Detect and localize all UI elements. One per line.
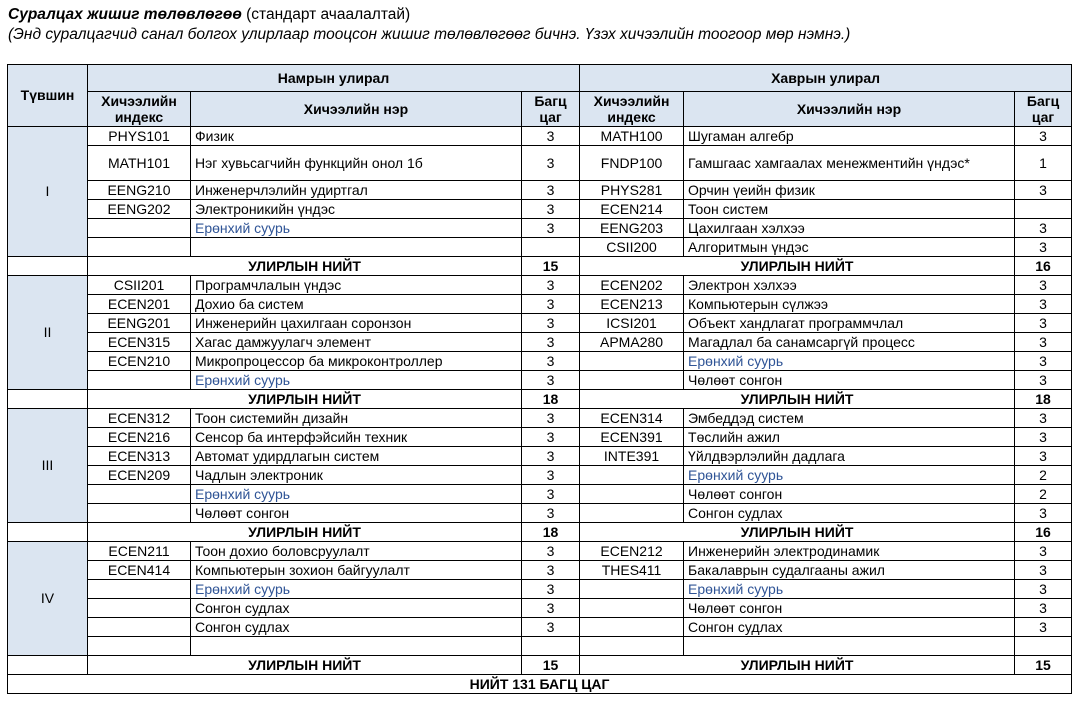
fall-credits: 3 bbox=[522, 146, 580, 181]
spring-course-name: Ерөнхий суурь bbox=[684, 466, 1015, 485]
spring-credits: 3 bbox=[1015, 219, 1072, 238]
spring-course-name: Инженерийн электродинамик bbox=[684, 542, 1015, 561]
fall-total-label: УЛИРЛЫН НИЙТ bbox=[88, 257, 522, 276]
table-row bbox=[8, 146, 1072, 181]
level-total-blank bbox=[8, 390, 88, 409]
page-title bbox=[8, 5, 410, 24]
spring-course-index bbox=[580, 352, 684, 371]
spring-course-index bbox=[580, 580, 684, 599]
spring-course-index: ECEN212 bbox=[580, 542, 684, 561]
spring-credits: 2 bbox=[1015, 485, 1072, 504]
fall-course-name: Компьютерын зохион байгуулалт bbox=[191, 561, 522, 580]
page-subtitle: (Энд суралцагчид санал болгох улирлаар тооцсон жишиг төлөвлөгөөг бичнэ. Үзэх хичээлийн тоогоор мөр нэмнэ.) bbox=[8, 26, 851, 43]
semester-total-row bbox=[8, 390, 1072, 409]
header-fall: Намрын улирал bbox=[88, 65, 580, 92]
spring-course-index: ECEN214 bbox=[580, 200, 684, 219]
spring-credits bbox=[1015, 200, 1072, 219]
spring-course-name: Сонгон судлах bbox=[684, 504, 1015, 523]
fall-credits: 3 bbox=[522, 333, 580, 352]
plan-body bbox=[8, 127, 1072, 675]
spring-credits: 3 bbox=[1015, 580, 1072, 599]
fall-credits: 3 bbox=[522, 219, 580, 238]
fall-credits: 3 bbox=[522, 542, 580, 561]
spring-credits: 3 bbox=[1015, 371, 1072, 390]
header-spring-credits: Багц цаг bbox=[1015, 92, 1072, 127]
fall-credits bbox=[522, 238, 580, 257]
spring-total-label: УЛИРЛЫН НИЙТ bbox=[580, 390, 1015, 409]
table-row bbox=[8, 181, 1072, 200]
fall-course-index: ECEN209 bbox=[88, 466, 191, 485]
fall-course-index bbox=[88, 504, 191, 523]
spring-course-name: Алгоритмын үндэс bbox=[684, 238, 1015, 257]
level-total-blank bbox=[8, 257, 88, 276]
fall-course-name bbox=[191, 238, 522, 257]
table-row bbox=[8, 127, 1072, 146]
header-spring-name: Хичээлийн нэр bbox=[684, 92, 1015, 127]
semester-total-row bbox=[8, 523, 1072, 542]
fall-credits: 3 bbox=[522, 200, 580, 219]
spring-credits: 2 bbox=[1015, 466, 1072, 485]
fall-credits: 3 bbox=[522, 466, 580, 485]
spring-credits: 3 bbox=[1015, 409, 1072, 428]
spring-credits: 3 bbox=[1015, 618, 1072, 637]
header-level: Түвшин bbox=[8, 65, 88, 127]
fall-course-name: Ерөнхий суурь bbox=[191, 485, 522, 504]
spring-course-index: MATH100 bbox=[580, 127, 684, 146]
spring-course-index: ECEN213 bbox=[580, 295, 684, 314]
fall-total-value: 15 bbox=[522, 257, 580, 276]
fall-credits: 3 bbox=[522, 485, 580, 504]
spring-course-name: Чөлөөт сонгон bbox=[684, 485, 1015, 504]
fall-credits: 3 bbox=[522, 447, 580, 466]
fall-total-value: 18 bbox=[522, 523, 580, 542]
fall-course-index bbox=[88, 219, 191, 238]
fall-course-name bbox=[191, 637, 522, 656]
spring-course-index bbox=[580, 637, 684, 656]
spring-credits: 3 bbox=[1015, 127, 1072, 146]
header-fall-credits: Багц цаг bbox=[522, 92, 580, 127]
spring-course-name: Тоон систем bbox=[684, 200, 1015, 219]
header-fall-name: Хичээлийн нэр bbox=[191, 92, 522, 127]
table-row bbox=[8, 599, 1072, 618]
spring-course-name: Ерөнхий суурь bbox=[684, 352, 1015, 371]
fall-credits: 3 bbox=[522, 276, 580, 295]
fall-course-index: ECEN210 bbox=[88, 352, 191, 371]
fall-course-index bbox=[88, 580, 191, 599]
spring-course-index: THES411 bbox=[580, 561, 684, 580]
fall-total-label: УЛИРЛЫН НИЙТ bbox=[88, 390, 522, 409]
spring-course-name: Ерөнхий суурь bbox=[684, 580, 1015, 599]
fall-course-index: ECEN313 bbox=[88, 447, 191, 466]
spring-course-index: ICSI201 bbox=[580, 314, 684, 333]
spring-course-index bbox=[580, 504, 684, 523]
fall-credits bbox=[522, 637, 580, 656]
spring-course-index bbox=[580, 599, 684, 618]
fall-course-name: Сонгон судлах bbox=[191, 599, 522, 618]
table-row bbox=[8, 542, 1072, 561]
spring-course-name: Магадлал ба санамсаргүй процесс bbox=[684, 333, 1015, 352]
table-row bbox=[8, 276, 1072, 295]
spring-course-index bbox=[580, 485, 684, 504]
spring-course-index: EENG203 bbox=[580, 219, 684, 238]
table-row bbox=[8, 504, 1072, 523]
fall-total-value: 15 bbox=[522, 656, 580, 675]
fall-course-index: PHYS101 bbox=[88, 127, 191, 146]
spring-credits: 3 bbox=[1015, 542, 1072, 561]
spring-credits bbox=[1015, 637, 1072, 656]
table-row bbox=[8, 219, 1072, 238]
spring-course-name: Сонгон судлах bbox=[684, 618, 1015, 637]
fall-course-name: Сенсор ба интерфэйсийн техник bbox=[191, 428, 522, 447]
level-total-blank bbox=[8, 523, 88, 542]
fall-course-name: Чөлөөт сонгон bbox=[191, 504, 522, 523]
fall-course-name: Физик bbox=[191, 127, 522, 146]
spring-credits: 3 bbox=[1015, 504, 1072, 523]
header-spring: Хаврын улирал bbox=[580, 65, 1072, 92]
table-row bbox=[8, 618, 1072, 637]
fall-course-index: ECEN201 bbox=[88, 295, 191, 314]
table-row bbox=[8, 295, 1072, 314]
spring-course-name: Орчин үеийн физик bbox=[684, 181, 1015, 200]
fall-course-index: ECEN216 bbox=[88, 428, 191, 447]
spring-credits: 3 bbox=[1015, 276, 1072, 295]
fall-course-name: Дохио ба систем bbox=[191, 295, 522, 314]
spring-total-label: УЛИРЛЫН НИЙТ bbox=[580, 656, 1015, 675]
spring-course-index: PHYS281 bbox=[580, 181, 684, 200]
grand-total: НИЙТ 131 БАГЦ ЦАГ bbox=[8, 675, 1072, 694]
fall-credits: 3 bbox=[522, 504, 580, 523]
fall-course-index: EENG210 bbox=[88, 181, 191, 200]
spring-credits: 1 bbox=[1015, 146, 1072, 181]
spring-credits: 3 bbox=[1015, 561, 1072, 580]
fall-course-index bbox=[88, 238, 191, 257]
level-cell: IV bbox=[8, 542, 88, 656]
table-row bbox=[8, 447, 1072, 466]
spring-course-name: Төслийн ажил bbox=[684, 428, 1015, 447]
fall-course-index: CSII201 bbox=[88, 276, 191, 295]
spring-total-label: УЛИРЛЫН НИЙТ bbox=[580, 257, 1015, 276]
fall-course-index: ECEN312 bbox=[88, 409, 191, 428]
fall-course-name: Чадлын электроник bbox=[191, 466, 522, 485]
fall-course-index: MATH101 bbox=[88, 146, 191, 181]
fall-credits: 3 bbox=[522, 561, 580, 580]
fall-credits: 3 bbox=[522, 428, 580, 447]
fall-course-name: Ерөнхий суурь bbox=[191, 371, 522, 390]
header-spring-index: Хичээлийн индекс bbox=[580, 92, 684, 127]
fall-credits: 3 bbox=[522, 599, 580, 618]
fall-total-label: УЛИРЛЫН НИЙТ bbox=[88, 656, 522, 675]
spring-course-name: Үйлдвэрлэлийн дадлага bbox=[684, 447, 1015, 466]
spring-total-value: 15 bbox=[1015, 656, 1072, 675]
table-row bbox=[8, 200, 1072, 219]
title-suffix: (стандарт ачаалалтай) bbox=[241, 6, 411, 23]
table-row bbox=[8, 428, 1072, 447]
spring-course-index bbox=[580, 466, 684, 485]
fall-credits: 3 bbox=[522, 618, 580, 637]
fall-course-name: Програмчлалын үндэс bbox=[191, 276, 522, 295]
fall-course-name: Ерөнхий суурь bbox=[191, 219, 522, 238]
level-total-blank bbox=[8, 656, 88, 675]
fall-course-name: Инженерчлэлийн удиртгал bbox=[191, 181, 522, 200]
fall-course-name: Электроникийн үндэс bbox=[191, 200, 522, 219]
spring-total-label: УЛИРЛЫН НИЙТ bbox=[580, 523, 1015, 542]
table-row bbox=[8, 314, 1072, 333]
spring-course-index bbox=[580, 618, 684, 637]
table-row bbox=[8, 561, 1072, 580]
table-row bbox=[8, 238, 1072, 257]
spring-credits: 3 bbox=[1015, 352, 1072, 371]
title-main: Суралцах жишиг төлөвлөгөө bbox=[8, 6, 242, 23]
spring-course-name: Бакалаврын судалгааны ажил bbox=[684, 561, 1015, 580]
table-row bbox=[8, 352, 1072, 371]
spring-course-name bbox=[684, 637, 1015, 656]
spring-course-name: Компьютерын сүлжээ bbox=[684, 295, 1015, 314]
semester-total-row bbox=[8, 656, 1072, 675]
fall-course-name: Тоон системийн дизайн bbox=[191, 409, 522, 428]
fall-course-index bbox=[88, 485, 191, 504]
fall-course-name: Хагас дамжуулагч элемент bbox=[191, 333, 522, 352]
spring-course-index: ECEN202 bbox=[580, 276, 684, 295]
table-row bbox=[8, 333, 1072, 352]
spring-course-index: INTE391 bbox=[580, 447, 684, 466]
table-row bbox=[8, 466, 1072, 485]
spring-course-name: Электрон хэлхээ bbox=[684, 276, 1015, 295]
spring-course-index: CSII200 bbox=[580, 238, 684, 257]
header-fall-index: Хичээлийн индекс bbox=[88, 92, 191, 127]
fall-course-index: EENG201 bbox=[88, 314, 191, 333]
fall-course-index: ECEN315 bbox=[88, 333, 191, 352]
spring-credits: 3 bbox=[1015, 181, 1072, 200]
spring-course-index bbox=[580, 371, 684, 390]
fall-course-index bbox=[88, 618, 191, 637]
spring-course-index: ECEN391 bbox=[580, 428, 684, 447]
fall-credits: 3 bbox=[522, 314, 580, 333]
spring-total-value: 16 bbox=[1015, 523, 1072, 542]
fall-credits: 3 bbox=[522, 295, 580, 314]
fall-course-index bbox=[88, 599, 191, 618]
spring-course-index: ECEN314 bbox=[580, 409, 684, 428]
spring-course-name: Цахилгаан хэлхээ bbox=[684, 219, 1015, 238]
spring-course-name: Гамшгаас хамгаалах менежментийн үндэс* bbox=[684, 146, 1015, 181]
spring-course-index: APMA280 bbox=[580, 333, 684, 352]
fall-course-name: Сонгон судлах bbox=[191, 618, 522, 637]
fall-course-name: Инженерийн цахилгаан соронзон bbox=[191, 314, 522, 333]
spring-credits: 3 bbox=[1015, 428, 1072, 447]
spring-course-name: Чөлөөт сонгон bbox=[684, 599, 1015, 618]
fall-credits: 3 bbox=[522, 181, 580, 200]
fall-course-name: Микропроцессор ба микроконтроллер bbox=[191, 352, 522, 371]
table-row bbox=[8, 409, 1072, 428]
spring-course-name: Шугаман алгебр bbox=[684, 127, 1015, 146]
level-cell: I bbox=[8, 127, 88, 257]
spring-credits: 3 bbox=[1015, 238, 1072, 257]
fall-credits: 3 bbox=[522, 580, 580, 599]
table-row bbox=[8, 371, 1072, 390]
spring-credits: 3 bbox=[1015, 295, 1072, 314]
fall-course-index bbox=[88, 637, 191, 656]
fall-course-index: EENG202 bbox=[88, 200, 191, 219]
level-cell: III bbox=[8, 409, 88, 523]
fall-course-name: Тоон дохио боловсруулалт bbox=[191, 542, 522, 561]
level-cell: II bbox=[8, 276, 88, 390]
fall-course-name: Ерөнхий суурь bbox=[191, 580, 522, 599]
spring-total-value: 18 bbox=[1015, 390, 1072, 409]
spring-total-value: 16 bbox=[1015, 257, 1072, 276]
fall-total-value: 18 bbox=[522, 390, 580, 409]
spring-credits: 3 bbox=[1015, 333, 1072, 352]
fall-course-index bbox=[88, 371, 191, 390]
table-row bbox=[8, 637, 1072, 656]
fall-credits: 3 bbox=[522, 409, 580, 428]
spring-credits: 3 bbox=[1015, 314, 1072, 333]
fall-course-name: Автомат удирдлагын систем bbox=[191, 447, 522, 466]
fall-course-name: Нэг хувьсагчийн функцийн онол 1б bbox=[191, 146, 522, 181]
fall-total-label: УЛИРЛЫН НИЙТ bbox=[88, 523, 522, 542]
fall-course-index: ECEN211 bbox=[88, 542, 191, 561]
spring-course-name: Чөлөөт сонгон bbox=[684, 371, 1015, 390]
spring-course-name: Объект хандлагат программчлал bbox=[684, 314, 1015, 333]
table-row bbox=[8, 580, 1072, 599]
table-row bbox=[8, 485, 1072, 504]
spring-course-name: Эмбеддэд систем bbox=[684, 409, 1015, 428]
spring-credits: 3 bbox=[1015, 599, 1072, 618]
fall-course-index: ECEN414 bbox=[88, 561, 191, 580]
fall-credits: 3 bbox=[522, 127, 580, 146]
fall-credits: 3 bbox=[522, 371, 580, 390]
study-plan-table bbox=[7, 64, 1072, 694]
spring-course-index: FNDP100 bbox=[580, 146, 684, 181]
fall-credits: 3 bbox=[522, 352, 580, 371]
spring-credits: 3 bbox=[1015, 447, 1072, 466]
semester-total-row bbox=[8, 257, 1072, 276]
